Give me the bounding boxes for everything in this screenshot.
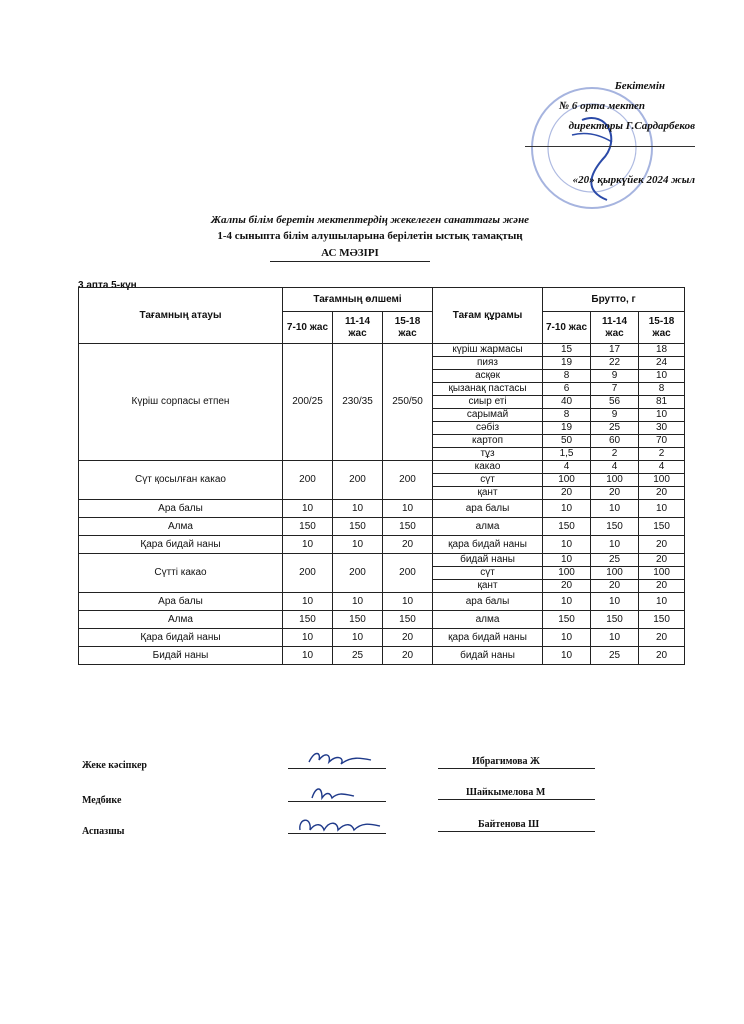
brutto-age-2-cell: 20	[591, 580, 639, 593]
brutto-age-2-cell: 2	[591, 448, 639, 461]
ingredient-cell: картоп	[433, 435, 543, 448]
dish-name-cell: Бидай наны	[79, 647, 283, 665]
ingredient-cell: қара бидай наны	[433, 536, 543, 554]
ingredient-cell: сүт	[433, 567, 543, 580]
brutto-age-1-cell: 10	[543, 647, 591, 665]
portion-age-2-cell: 150	[333, 518, 383, 536]
brutto-age-1-cell: 40	[543, 396, 591, 409]
handwritten-signature-3	[294, 814, 384, 838]
brutto-age-2-cell: 100	[591, 474, 639, 487]
brutto-age-2-cell: 150	[591, 611, 639, 629]
name-line-2	[438, 799, 595, 800]
brutto-age-1-cell: 10	[543, 500, 591, 518]
brutto-age-1-cell: 10	[543, 536, 591, 554]
portion-age-1-cell: 10	[283, 593, 333, 611]
brutto-age-3-cell: 81	[639, 396, 685, 409]
brutto-age-3-cell: 100	[639, 567, 685, 580]
signature-role-2: Медбике	[82, 795, 122, 806]
portion-age-3-cell: 200	[383, 554, 433, 593]
portion-age-1-cell: 10	[283, 629, 333, 647]
dish-name-cell: Күріш сорпасы етпен	[79, 344, 283, 461]
portion-age-2-cell: 10	[333, 629, 383, 647]
brutto-age-1-cell: 150	[543, 611, 591, 629]
portion-age-3-cell: 20	[383, 629, 433, 647]
approval-date: «20» қыркүйек 2024 жыл	[572, 174, 695, 186]
portion-age-1-cell: 150	[283, 611, 333, 629]
brutto-age-2-cell: 10	[591, 629, 639, 647]
brutto-age-3-cell: 100	[639, 474, 685, 487]
portion-age-1-cell: 150	[283, 518, 333, 536]
handwritten-signature-2	[308, 782, 358, 804]
brutto-age-3-cell: 10	[639, 409, 685, 422]
brutto-age-3-cell: 30	[639, 422, 685, 435]
brutto-age-3-cell: 10	[639, 500, 685, 518]
brutto-age-3-cell: 10	[639, 593, 685, 611]
portion-age-2-cell: 150	[333, 611, 383, 629]
portion-age-1-cell: 10	[283, 500, 333, 518]
brutto-age-2-cell: 9	[591, 370, 639, 383]
portion-age-2-cell: 10	[333, 536, 383, 554]
table-row	[79, 647, 685, 665]
table-row	[79, 500, 685, 518]
dish-name-cell: Алма	[79, 611, 283, 629]
portion-age-3-cell: 20	[383, 536, 433, 554]
approval-signature-line	[525, 146, 695, 147]
ingredient-cell: тұз	[433, 448, 543, 461]
brutto-age-3-cell: 150	[639, 611, 685, 629]
brutto-age-2-cell: 56	[591, 396, 639, 409]
heading-line-2: 1-4 сыныпта білім алушыларына берілетін ыстық тамақтың	[217, 230, 523, 242]
ingredient-cell: қара бидай наны	[433, 629, 543, 647]
brutto-age-1-cell: 8	[543, 409, 591, 422]
header-dish-name: Тағамның атауы	[79, 288, 283, 344]
brutto-age-2-cell: 150	[591, 518, 639, 536]
heading-line-1: Жалпы білім беретін мектептердің жекелеген санаттағы және	[210, 214, 530, 226]
brutto-age-3-cell: 20	[639, 536, 685, 554]
ingredient-cell: қызанақ пастасы	[433, 383, 543, 396]
dish-name-cell: Қара бидай наны	[79, 536, 283, 554]
name-line-3	[438, 831, 595, 832]
signature-role-1: Жеке кәсіпкер	[82, 760, 147, 771]
brutto-age-2-cell: 10	[591, 593, 639, 611]
portion-age-3-cell: 150	[383, 611, 433, 629]
brutto-age-1-cell: 100	[543, 567, 591, 580]
brutto-age-3-cell: 18	[639, 344, 685, 357]
brutto-age-1-cell: 20	[543, 487, 591, 500]
table-row	[79, 461, 685, 474]
signature-role-3: Аспазшы	[82, 826, 125, 837]
dish-name-cell: Сүт қосылған какао	[79, 461, 283, 500]
header-brutto: Брутто, г	[543, 288, 685, 312]
brutto-age-2-cell: 60	[591, 435, 639, 448]
name-line-1	[438, 768, 595, 769]
ingredient-cell: ара балы	[433, 593, 543, 611]
brutto-age-1-cell: 19	[543, 357, 591, 370]
brutto-age-3-cell: 70	[639, 435, 685, 448]
ingredient-cell: сәбіз	[433, 422, 543, 435]
brutto-age-2-cell: 100	[591, 567, 639, 580]
brutto-age-3-cell: 20	[639, 580, 685, 593]
brutto-age-1-cell: 150	[543, 518, 591, 536]
ingredient-cell: сүт	[433, 474, 543, 487]
ingredient-cell: алма	[433, 518, 543, 536]
ingredient-cell: қант	[433, 580, 543, 593]
handwritten-signature-1	[305, 748, 375, 770]
header-portion-age-1: 7-10 жас	[283, 312, 333, 344]
portion-age-1-cell: 10	[283, 647, 333, 665]
portion-age-3-cell: 20	[383, 647, 433, 665]
header-brutto-age-1: 7-10 жас	[543, 312, 591, 344]
brutto-age-3-cell: 20	[639, 647, 685, 665]
brutto-age-2-cell: 7	[591, 383, 639, 396]
brutto-age-2-cell: 10	[591, 536, 639, 554]
table-row	[79, 629, 685, 647]
brutto-age-1-cell: 15	[543, 344, 591, 357]
table-row	[79, 536, 685, 554]
brutto-age-2-cell: 10	[591, 500, 639, 518]
table-row	[79, 593, 685, 611]
week-day-label: 3 апта 5-күн	[78, 280, 137, 291]
brutto-age-3-cell: 2	[639, 448, 685, 461]
ingredient-cell: сарымай	[433, 409, 543, 422]
ingredient-cell: сиыр еті	[433, 396, 543, 409]
table-row	[79, 554, 685, 567]
ingredient-cell: бидай наны	[433, 647, 543, 665]
portion-age-2-cell: 10	[333, 593, 383, 611]
header-portion-age-3: 15-18 жас	[383, 312, 433, 344]
ingredient-cell: асқөк	[433, 370, 543, 383]
portion-age-3-cell: 200	[383, 461, 433, 500]
portion-age-2-cell: 200	[333, 554, 383, 593]
brutto-age-3-cell: 20	[639, 487, 685, 500]
brutto-age-2-cell: 17	[591, 344, 639, 357]
portion-age-1-cell: 200/25	[283, 344, 333, 461]
brutto-age-1-cell: 4	[543, 461, 591, 474]
brutto-age-2-cell: 22	[591, 357, 639, 370]
portion-age-1-cell: 200	[283, 554, 333, 593]
ingredient-cell: күріш жармасы	[433, 344, 543, 357]
ingredient-cell: какао	[433, 461, 543, 474]
brutto-age-3-cell: 20	[639, 554, 685, 567]
portion-age-2-cell: 230/35	[333, 344, 383, 461]
brutto-age-2-cell: 9	[591, 409, 639, 422]
portion-age-1-cell: 200	[283, 461, 333, 500]
ingredient-cell: алма	[433, 611, 543, 629]
brutto-age-3-cell: 10	[639, 370, 685, 383]
brutto-age-3-cell: 4	[639, 461, 685, 474]
ingredient-cell: пияз	[433, 357, 543, 370]
table-row	[79, 611, 685, 629]
ingredient-cell: бидай наны	[433, 554, 543, 567]
menu-table	[78, 287, 685, 665]
brutto-age-3-cell: 24	[639, 357, 685, 370]
brutto-age-3-cell: 150	[639, 518, 685, 536]
header-composition: Тағам құрамы	[433, 288, 543, 344]
signature-name-3: Байтенова Ш	[478, 819, 540, 830]
header-portion-age-2: 11-14 жас	[333, 312, 383, 344]
page-title: АС МӘЗІРІ	[270, 247, 430, 262]
brutto-age-3-cell: 8	[639, 383, 685, 396]
dish-name-cell: Ара балы	[79, 593, 283, 611]
portion-age-3-cell: 150	[383, 518, 433, 536]
brutto-age-1-cell: 1,5	[543, 448, 591, 461]
signature-name-1: Ибрагимова Ж	[472, 756, 540, 767]
brutto-age-1-cell: 8	[543, 370, 591, 383]
dish-name-cell: Ара балы	[79, 500, 283, 518]
approval-line-3: директоры Г.Сардарбеков	[568, 120, 695, 132]
portion-age-2-cell: 200	[333, 461, 383, 500]
portion-age-2-cell: 10	[333, 500, 383, 518]
portion-age-2-cell: 25	[333, 647, 383, 665]
brutto-age-1-cell: 10	[543, 629, 591, 647]
brutto-age-1-cell: 20	[543, 580, 591, 593]
brutto-age-1-cell: 6	[543, 383, 591, 396]
brutto-age-1-cell: 100	[543, 474, 591, 487]
brutto-age-2-cell: 4	[591, 461, 639, 474]
portion-age-3-cell: 10	[383, 500, 433, 518]
brutto-age-1-cell: 19	[543, 422, 591, 435]
brutto-age-2-cell: 25	[591, 422, 639, 435]
brutto-age-1-cell: 10	[543, 593, 591, 611]
dish-name-cell: Сүтті какао	[79, 554, 283, 593]
header-brutto-age-3: 15-18 жас	[639, 312, 685, 344]
signature-name-2: Шайкымелова М	[466, 787, 546, 798]
header-portion: Тағамның өлшемі	[283, 288, 433, 312]
dish-name-cell: Алма	[79, 518, 283, 536]
brutto-age-3-cell: 20	[639, 629, 685, 647]
brutto-age-1-cell: 10	[543, 554, 591, 567]
ingredient-cell: ара балы	[433, 500, 543, 518]
brutto-age-2-cell: 25	[591, 554, 639, 567]
brutto-age-1-cell: 50	[543, 435, 591, 448]
portion-age-3-cell: 10	[383, 593, 433, 611]
approval-line-1: Бекітемін	[614, 80, 665, 92]
table-row	[79, 344, 685, 357]
portion-age-1-cell: 10	[283, 536, 333, 554]
menu-table-body	[79, 344, 685, 665]
ingredient-cell: қант	[433, 487, 543, 500]
portion-age-3-cell: 250/50	[383, 344, 433, 461]
brutto-age-2-cell: 20	[591, 487, 639, 500]
header-brutto-age-2: 11-14 жас	[591, 312, 639, 344]
approval-line-2: № 6 орта мектеп	[559, 100, 645, 112]
brutto-age-2-cell: 25	[591, 647, 639, 665]
table-row	[79, 518, 685, 536]
dish-name-cell: Қара бидай наны	[79, 629, 283, 647]
